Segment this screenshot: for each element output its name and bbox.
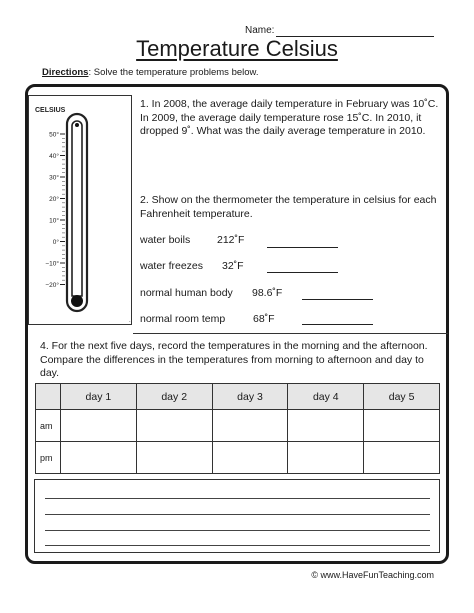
table-corner-cell xyxy=(36,384,61,410)
footer-copyright: © www.HaveFunTeaching.com xyxy=(311,570,434,580)
writing-line[interactable] xyxy=(45,530,430,531)
item-label: water boils xyxy=(140,234,191,246)
thermometer-box xyxy=(28,95,132,325)
temperature-record-table xyxy=(35,383,440,474)
thermometer-outer-tube xyxy=(67,114,87,311)
thermometer-tick-label: 20° xyxy=(49,196,59,203)
thermometer-tick-label: 0° xyxy=(52,239,59,246)
writing-area[interactable] xyxy=(34,479,440,553)
item-label: normal human body xyxy=(140,287,233,299)
writing-line[interactable] xyxy=(45,514,430,515)
thermometer-label: CELSIUS xyxy=(35,107,66,114)
table-row-am xyxy=(36,410,440,442)
thermometer-figure xyxy=(29,96,133,326)
row-label: pm xyxy=(36,442,61,474)
answer-cell[interactable] xyxy=(136,442,212,474)
question-2: 2. Show on the thermometer the temperature in celsius for each Fahrenheit temperature. xyxy=(140,194,437,220)
row-label: am xyxy=(36,410,61,442)
thermometer-tick-label: 50° xyxy=(49,131,59,139)
table-header-row xyxy=(36,384,440,410)
thermometer-tick-label: 10° xyxy=(49,217,59,225)
answer-line-human-body[interactable] xyxy=(302,299,373,300)
page-title: Temperature Celsius xyxy=(136,36,338,61)
thermometer-tick-label: 30° xyxy=(49,174,59,182)
answer-cell[interactable] xyxy=(364,410,440,442)
answer-line-room-temp[interactable] xyxy=(302,324,373,325)
column-header: day 2 xyxy=(136,384,212,410)
directions-text: : Solve the temperature problems below. xyxy=(88,67,259,78)
thermometer-scale xyxy=(45,131,65,290)
answer-cell[interactable] xyxy=(136,410,212,442)
answer-line-water-freezes[interactable] xyxy=(267,272,338,273)
thermometer-tick-label: −10° xyxy=(45,260,59,268)
answer-cell[interactable] xyxy=(288,410,364,442)
answer-cell[interactable] xyxy=(364,442,440,474)
item-value: 98.6˚F xyxy=(252,287,283,299)
thermometer-top-bead xyxy=(75,123,79,127)
item-value: 212˚F xyxy=(217,234,245,246)
answer-cell[interactable] xyxy=(61,442,137,474)
answer-cell[interactable] xyxy=(212,410,288,442)
writing-line[interactable] xyxy=(45,545,430,546)
answer-cell[interactable] xyxy=(61,410,137,442)
column-header: day 3 xyxy=(212,384,288,410)
name-label: Name: xyxy=(245,25,275,36)
answer-cell[interactable] xyxy=(288,442,364,474)
answer-cell[interactable] xyxy=(212,442,288,474)
tick-mark-dot: . xyxy=(129,318,131,324)
question-1: 1. In 2008, the average daily temperature in February was 10˚C. In 2009, the average daily temperature rose 15˚C. In 2010, it dropped 9˚. What was the daily average temperature in 2010. xyxy=(140,98,439,137)
column-header: day 5 xyxy=(364,384,440,410)
item-label: water freezes xyxy=(140,260,204,272)
thermometer-tick-label: −20° xyxy=(45,282,59,289)
column-header: day 4 xyxy=(288,384,364,410)
directions xyxy=(42,67,259,78)
question-4: 4. For the next five days, record the temperatures in the morning and the afternoon. Compare the differences in the temperatures from morning to afternoon and day to day. xyxy=(40,340,428,379)
item-value: 68˚F xyxy=(253,313,275,325)
thermometer-inner-tube xyxy=(72,121,82,296)
item-label: normal room temp xyxy=(140,313,226,325)
item-water-boils xyxy=(140,234,245,246)
item-human-body xyxy=(140,287,283,299)
directions-label: Directions xyxy=(42,67,89,78)
thermometer-bulb xyxy=(71,295,83,307)
thermometer-tick-label: 40° xyxy=(49,153,59,160)
column-header: day 1 xyxy=(61,384,137,410)
section-divider xyxy=(133,333,448,334)
writing-line[interactable] xyxy=(45,498,430,499)
table-row-pm xyxy=(36,442,440,474)
item-room-temp xyxy=(140,313,275,325)
item-value: 32˚F xyxy=(222,260,244,272)
item-water-freezes xyxy=(140,260,244,272)
answer-line-water-boils[interactable] xyxy=(267,247,338,248)
